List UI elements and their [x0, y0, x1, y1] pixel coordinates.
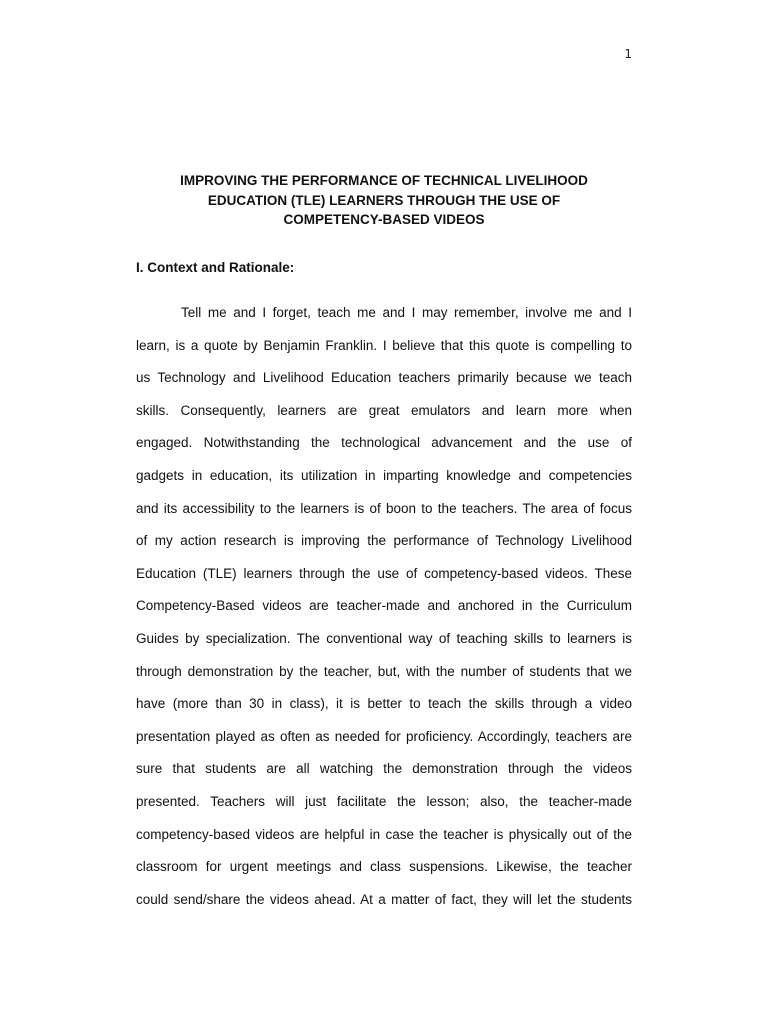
paragraph-line: Tell me and I forget, teach me and I may remember, involve me and I: [181, 305, 632, 320]
paragraph-line: learn, is a quote by Benjamin Franklin. I believe that this quote is compelling to: [136, 337, 632, 353]
paragraph-line: engaged. Notwithstanding the technological advancement and the use of: [136, 435, 632, 451]
paragraph-line: presented. Teachers will just facilitate the lesson; also, the teacher-made: [136, 793, 632, 809]
paragraph-line: skills. Consequently, learners are great emulators and learn more when: [136, 402, 632, 418]
title-line: EDUCATION (TLE) LEARNERS THROUGH THE USE OF: [207, 192, 561, 208]
paragraph-line: of my action research is improving the performance of Technology Livelihood: [136, 533, 632, 549]
paragraph-line: Education (TLE) learners through the use of competency-based videos. These: [136, 565, 632, 581]
paragraph-line: sure that students are all watching the demonstration through the videos: [136, 761, 632, 777]
paragraph-line: Competency-Based videos are teacher-made and anchored in the Curriculum: [136, 598, 632, 614]
title-line: IMPROVING THE PERFORMANCE OF TECHNICAL LIVELIHOOD: [180, 173, 588, 188]
paragraph-line: presentation played as often as needed for proficiency. Accordingly, teachers are: [136, 728, 632, 744]
paragraph-line: gadgets in education, its utilization in imparting knowledge and competencies: [136, 467, 632, 483]
document-title: [136, 171, 632, 230]
title-line: COMPETENCY-BASED VIDEOS: [283, 212, 485, 227]
body-paragraph: [136, 303, 632, 922]
paragraph-line: through demonstration by the teacher, but, with the number of students that we: [136, 663, 632, 679]
paragraph-line: and its accessibility to the learners is of boon to the teachers. The area of focus: [136, 500, 632, 516]
paragraph-line: classroom for urgent meetings and class suspensions. Likewise, the teacher: [136, 859, 632, 875]
paragraph-line: competency-based videos are helpful in case the teacher is physically out of the: [136, 826, 632, 842]
page-number: 1: [624, 47, 632, 61]
section-heading: I. Context and Rationale:: [136, 260, 295, 275]
paragraph-line: could send/share the videos ahead. At a matter of fact, they will let the students: [136, 891, 632, 907]
paragraph-line: us Technology and Livelihood Education teachers primarily because we teach: [136, 370, 632, 386]
paragraph-line: Guides by specialization. The conventional way of teaching skills to learners is: [136, 630, 632, 646]
paragraph-line: have (more than 30 in class), it is better to teach the skills through a video: [136, 696, 632, 712]
